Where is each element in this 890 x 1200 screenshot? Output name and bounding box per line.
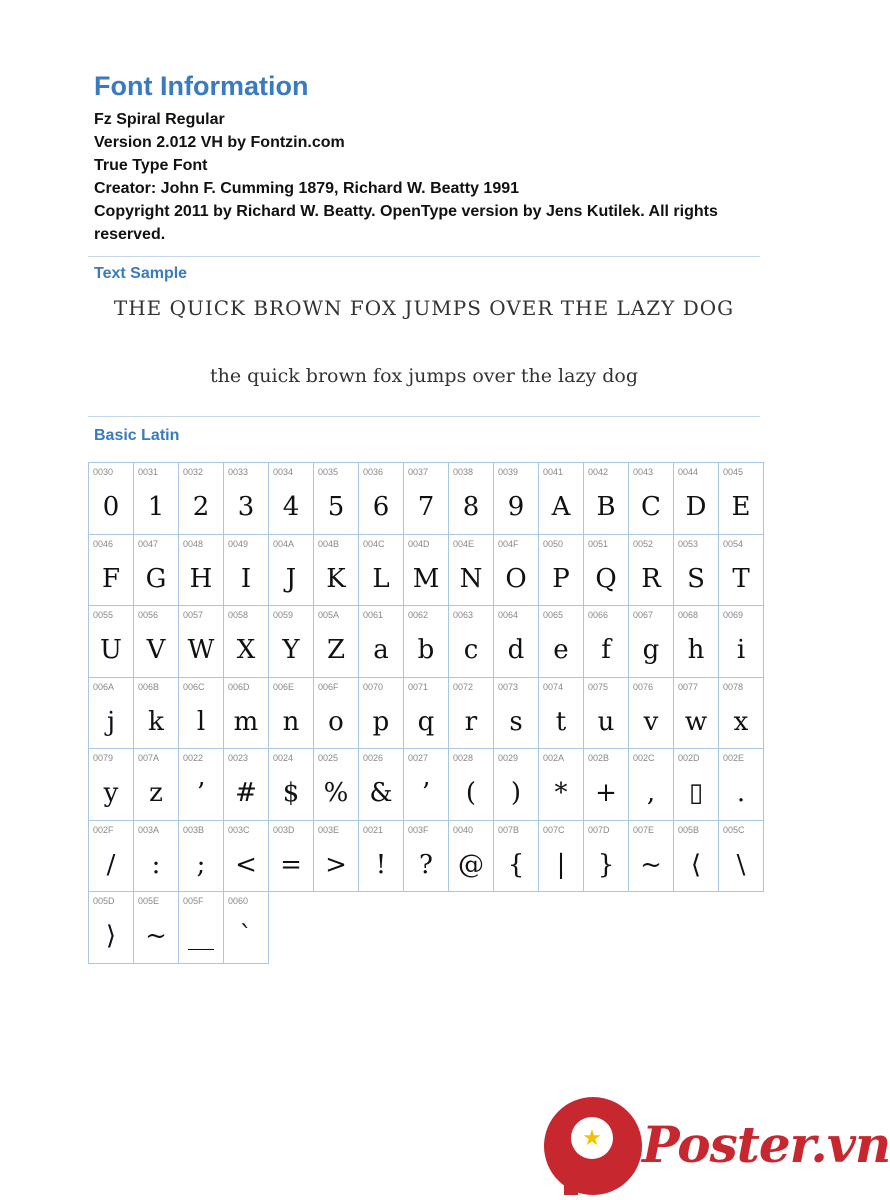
glyph-character: & xyxy=(369,778,393,808)
glyph-code: 004B xyxy=(318,538,340,549)
glyph-cell xyxy=(719,678,764,750)
glyph-character: X xyxy=(236,635,256,665)
glyph-code: 0032 xyxy=(183,467,204,477)
glyph-cell xyxy=(719,535,764,607)
glyph-code: 0059 xyxy=(273,610,294,620)
glyph-character: A xyxy=(551,492,571,522)
glyph-character: ~ xyxy=(145,921,167,951)
glyph-cell xyxy=(494,463,539,535)
glyph-character: q xyxy=(417,706,435,737)
glyph-cell xyxy=(629,463,674,535)
glyph-cell xyxy=(179,463,224,535)
font-information xyxy=(94,70,784,246)
glyph-cell xyxy=(224,606,269,678)
glyph-character: + xyxy=(595,778,617,808)
glyph-code: 002D xyxy=(678,753,700,763)
glyph-code: 006E xyxy=(273,681,295,692)
glyph-character: 6 xyxy=(372,492,390,522)
glyph-code: 0029 xyxy=(498,753,519,763)
glyph-code: 0066 xyxy=(588,610,609,620)
glyph-cell xyxy=(539,678,584,750)
glyph-code: 0077 xyxy=(678,681,699,692)
glyph-code: 0064 xyxy=(498,610,519,620)
glyph-cell xyxy=(224,892,269,964)
glyph-cell xyxy=(269,678,314,750)
glyph-code: 0062 xyxy=(408,610,429,620)
glyph-cell xyxy=(89,749,134,821)
glyph-cell xyxy=(89,678,134,750)
glyph-cell xyxy=(224,821,269,893)
glyph-character: k xyxy=(148,706,164,737)
glyph-character: V xyxy=(146,635,166,665)
glyph-cell xyxy=(134,463,179,535)
glyph-character: ! xyxy=(375,849,387,880)
glyph-code: 0052 xyxy=(633,538,654,549)
glyph-character: n xyxy=(282,706,300,737)
glyph-character: ; xyxy=(196,849,206,880)
glyph-character: d xyxy=(507,635,525,665)
glyph-character: # xyxy=(235,778,257,808)
glyph-cell xyxy=(449,749,494,821)
glyph-cell xyxy=(179,606,224,678)
glyph-code: 0067 xyxy=(633,610,654,620)
glyph-cell xyxy=(674,749,719,821)
glyph-character: ~ xyxy=(640,849,662,880)
glyph-code: 0049 xyxy=(228,538,249,549)
glyph-character: D xyxy=(685,492,707,522)
glyph-cell xyxy=(449,606,494,678)
glyph-character: c xyxy=(463,635,479,665)
glyph-cell xyxy=(314,463,359,535)
glyph-code: 0065 xyxy=(543,610,564,620)
glyph-character: H xyxy=(189,563,213,594)
glyph-character: J xyxy=(285,563,297,594)
glyph-code: 0039 xyxy=(498,467,519,477)
glyph-cell xyxy=(449,678,494,750)
glyph-character: __ xyxy=(188,921,214,951)
glyph-code: 0068 xyxy=(678,610,699,620)
glyph-cell xyxy=(134,678,179,750)
text-sample-title: Text Sample xyxy=(94,265,188,282)
glyph-character: E xyxy=(731,492,751,522)
glyph-character: | xyxy=(556,849,566,880)
glyph-character: 1 xyxy=(147,492,165,522)
glyph-character: U xyxy=(100,635,122,665)
glyph-cell xyxy=(89,892,134,964)
glyph-code: 0024 xyxy=(273,753,294,763)
glyph-cell xyxy=(539,606,584,678)
glyph-code: 0060 xyxy=(228,896,249,906)
glyph-character: N xyxy=(459,563,483,594)
glyph-character: C xyxy=(641,492,661,522)
glyph-code: 0033 xyxy=(228,467,249,477)
font-name: Fz Spiral Regular xyxy=(94,111,225,128)
glyph-code: 0036 xyxy=(363,467,384,477)
glyph-character: z xyxy=(149,778,163,808)
glyph-code: 0079 xyxy=(93,753,114,763)
glyph-code: 0069 xyxy=(723,610,744,620)
glyph-cell xyxy=(674,678,719,750)
glyph-character: x xyxy=(733,706,749,737)
glyph-character: ( xyxy=(465,778,477,808)
glyph-character: v xyxy=(643,706,659,737)
glyph-cell xyxy=(359,463,404,535)
glyph-character: W xyxy=(187,635,215,665)
glyph-character: g xyxy=(642,635,660,665)
glyph-cell xyxy=(314,749,359,821)
star-icon: ★ xyxy=(582,1125,602,1150)
logo-brand-text: Poster.vn xyxy=(642,1115,890,1174)
glyph-cell xyxy=(269,606,314,678)
glyph-character: B xyxy=(596,492,616,522)
glyph-cell xyxy=(629,606,674,678)
glyph-code: 006B xyxy=(138,681,160,692)
glyph-cell xyxy=(584,535,629,607)
glyph-cell xyxy=(179,535,224,607)
glyph-code: 002E xyxy=(723,753,745,763)
glyph-cell xyxy=(629,749,674,821)
glyph-cell xyxy=(449,821,494,893)
glyph-cell xyxy=(89,606,134,678)
glyph-code: 007B xyxy=(498,824,520,835)
glyph-code: 0071 xyxy=(408,681,429,692)
glyph-character: w xyxy=(684,706,708,737)
glyph-code: 0078 xyxy=(723,681,744,692)
glyph-code: 0043 xyxy=(633,467,654,477)
glyph-character: * xyxy=(554,778,568,808)
glyph-code: 0021 xyxy=(363,824,384,835)
glyph-code: 004D xyxy=(408,538,430,549)
glyph-character: , xyxy=(646,778,656,808)
glyph-code: 0023 xyxy=(228,753,249,763)
glyph-code: 002F xyxy=(93,824,114,835)
glyph-cell xyxy=(89,463,134,535)
glyph-code: 005B xyxy=(678,824,700,835)
glyph-code: 0056 xyxy=(138,610,159,620)
glyph-character: / xyxy=(106,849,116,880)
glyph-code: 004E xyxy=(453,538,475,549)
glyph-code: 007D xyxy=(588,824,610,835)
glyph-code: 003A xyxy=(138,824,160,835)
glyph-character: l xyxy=(196,706,206,737)
glyph-cell xyxy=(89,535,134,607)
glyph-code: 003F xyxy=(408,824,429,835)
glyph-code: 003D xyxy=(273,824,295,835)
glyph-cell xyxy=(719,821,764,893)
glyph-cell xyxy=(449,535,494,607)
glyph-cell xyxy=(584,749,629,821)
glyph-cell xyxy=(494,749,539,821)
glyph-code: 005F xyxy=(183,896,204,906)
glyph-code: 0057 xyxy=(183,610,204,620)
glyph-code: 003E xyxy=(318,824,340,835)
glyph-character: r xyxy=(464,706,478,737)
glyph-character: T xyxy=(732,563,750,594)
glyph-character: Z xyxy=(326,635,346,665)
glyph-character: R xyxy=(641,563,661,594)
glyph-character: ’ xyxy=(421,778,431,808)
glyph-cell xyxy=(539,821,584,893)
glyph-cell xyxy=(539,535,584,607)
glyph-code: 0047 xyxy=(138,538,159,549)
glyph-cell xyxy=(314,678,359,750)
glyph-cell xyxy=(359,606,404,678)
glyph-cell xyxy=(224,463,269,535)
glyph-code: 0045 xyxy=(723,467,744,477)
glyph-character: 5 xyxy=(327,492,345,522)
glyph-cell xyxy=(719,463,764,535)
glyph-character: G xyxy=(145,563,167,594)
glyph-character: Y xyxy=(282,635,300,665)
glyph-code: 006A xyxy=(93,681,115,692)
glyph-cell xyxy=(314,535,359,607)
glyph-code: 007E xyxy=(633,824,655,835)
glyph-code: 0061 xyxy=(363,610,384,620)
glyph-grid xyxy=(88,462,764,964)
page-title: Font Information xyxy=(94,71,309,101)
glyph-character: \ xyxy=(736,849,746,880)
glyph-character: Q xyxy=(595,563,617,594)
glyph-code: 0027 xyxy=(408,753,429,763)
divider xyxy=(88,256,760,257)
glyph-cell xyxy=(404,535,449,607)
glyph-character: p xyxy=(372,706,390,737)
glyph-character: $ xyxy=(282,778,300,808)
glyph-character: 3 xyxy=(237,492,255,522)
glyph-character: ⟩ xyxy=(105,921,117,951)
glyph-character: . xyxy=(736,778,746,808)
glyph-cell xyxy=(629,821,674,893)
glyph-cell xyxy=(179,821,224,893)
glyph-code: 006C xyxy=(183,681,205,692)
glyph-character: t xyxy=(555,706,567,737)
glyph-cell xyxy=(314,606,359,678)
glyph-cell xyxy=(179,678,224,750)
glyph-code: 0051 xyxy=(588,538,609,549)
glyph-character: P xyxy=(552,563,570,594)
glyph-character: F xyxy=(101,563,121,594)
glyph-cell xyxy=(134,535,179,607)
glyph-cell xyxy=(674,463,719,535)
glyph-cell xyxy=(134,821,179,893)
glyph-cell xyxy=(359,821,404,893)
font-copyright: Copyright 2011 by Richard W. Beatty. OpenType version by Jens Kutilek. All rights reserved. xyxy=(94,203,718,243)
glyph-code: 002A xyxy=(543,753,565,763)
glyph-cell xyxy=(539,463,584,535)
glyph-cell xyxy=(359,535,404,607)
glyph-cell xyxy=(404,463,449,535)
glyph-code: 0034 xyxy=(273,467,294,477)
glyph-character: ▯ xyxy=(688,778,704,808)
glyph-character: b xyxy=(417,635,435,665)
glyph-code: 0044 xyxy=(678,467,699,477)
glyph-code: 0074 xyxy=(543,681,564,692)
glyph-code: 0040 xyxy=(453,824,474,835)
glyph-cell xyxy=(89,821,134,893)
glyph-character: % xyxy=(323,778,349,808)
basic-latin-title: Basic Latin xyxy=(94,427,180,444)
glyph-character: e xyxy=(553,635,569,665)
glyph-code: 0050 xyxy=(543,538,564,549)
glyph-code: 0041 xyxy=(543,467,564,477)
glyph-character: 7 xyxy=(417,492,435,522)
glyph-cell xyxy=(404,678,449,750)
glyph-cell xyxy=(269,749,314,821)
glyph-character: f xyxy=(601,635,611,665)
glyph-cell xyxy=(404,821,449,893)
glyph-character: < xyxy=(235,849,257,880)
glyph-character: 0 xyxy=(102,492,120,522)
glyph-cell xyxy=(404,749,449,821)
glyph-cell xyxy=(134,892,179,964)
glyph-code: 0048 xyxy=(183,538,204,549)
glyph-character: L xyxy=(372,563,390,594)
glyph-character: 8 xyxy=(462,492,480,522)
glyph-code: 0073 xyxy=(498,681,519,692)
glyph-character: 9 xyxy=(507,492,525,522)
glyph-code: 0038 xyxy=(453,467,474,477)
glyph-code: 0026 xyxy=(363,753,384,763)
glyph-character: M xyxy=(412,563,440,594)
glyph-cell xyxy=(359,749,404,821)
glyph-character: ⟨ xyxy=(690,849,702,880)
glyph-code: 006D xyxy=(228,681,250,692)
glyph-code: 0075 xyxy=(588,681,609,692)
glyph-code: 0076 xyxy=(633,681,654,692)
glyph-cell xyxy=(494,821,539,893)
glyph-cell xyxy=(179,892,224,964)
glyph-code: 0070 xyxy=(363,681,384,692)
glyph-code: 007A xyxy=(138,753,160,763)
glyph-code: 004C xyxy=(363,538,385,549)
glyph-code: 0053 xyxy=(678,538,699,549)
glyph-code: 0037 xyxy=(408,467,429,477)
glyph-cell xyxy=(269,463,314,535)
glyph-cell xyxy=(449,463,494,535)
glyph-character: u xyxy=(597,706,615,737)
glyph-cell xyxy=(314,821,359,893)
glyph-cell xyxy=(494,535,539,607)
glyph-cell xyxy=(404,606,449,678)
font-version: Version 2.012 VH by Fontzin.com xyxy=(94,134,345,151)
glyph-character: h xyxy=(687,635,705,665)
glyph-cell xyxy=(494,678,539,750)
glyph-code: 0058 xyxy=(228,610,249,620)
glyph-cell xyxy=(674,821,719,893)
glyph-code: 0042 xyxy=(588,467,609,477)
glyph-code: 0030 xyxy=(93,467,114,477)
glyph-character: 2 xyxy=(192,492,210,522)
glyph-character: @ xyxy=(458,849,484,880)
glyph-character: m xyxy=(233,706,259,737)
glyph-character: = xyxy=(280,849,302,880)
glyph-cell xyxy=(134,749,179,821)
glyph-cell xyxy=(584,463,629,535)
glyph-code: 002B xyxy=(588,753,610,763)
glyph-cell xyxy=(674,535,719,607)
glyph-cell xyxy=(224,749,269,821)
glyph-code: 005E xyxy=(138,896,160,906)
glyph-code: 0022 xyxy=(183,753,204,763)
glyph-code: 005A xyxy=(318,610,340,620)
glyph-character: I xyxy=(240,563,252,594)
glyph-character: : xyxy=(151,849,161,880)
glyph-cell xyxy=(629,678,674,750)
glyph-cell xyxy=(584,821,629,893)
font-creator: Creator: John F. Cumming 1879, Richard W. Beatty 1991 xyxy=(94,180,520,197)
glyph-code: 0025 xyxy=(318,753,339,763)
glyph-cell xyxy=(359,678,404,750)
glyph-character: ? xyxy=(419,849,433,880)
glyph-cell xyxy=(134,606,179,678)
glyph-cell xyxy=(224,535,269,607)
glyph-code: 003B xyxy=(183,824,205,835)
glyph-character: K xyxy=(326,563,346,594)
text-sample-lowercase: the quick brown fox jumps over the lazy dog xyxy=(209,365,639,387)
glyph-code: 0054 xyxy=(723,538,744,549)
poster-vn-watermark xyxy=(544,1095,890,1200)
glyph-cell xyxy=(584,606,629,678)
glyph-code: 004F xyxy=(498,538,519,549)
glyph-character: a xyxy=(373,635,389,665)
glyph-code: 007C xyxy=(543,824,565,835)
glyph-code: 0031 xyxy=(138,467,159,477)
text-sample-uppercase: THE QUICK BROWN FOX JUMPS OVER THE LAZY DOG xyxy=(113,296,735,320)
glyph-code: 006F xyxy=(318,681,339,692)
glyph-code: 005D xyxy=(93,896,115,906)
glyph-character: i xyxy=(736,635,746,665)
glyph-character: } xyxy=(597,849,615,880)
glyph-code: 0072 xyxy=(453,681,474,692)
glyph-cell xyxy=(539,749,584,821)
glyph-code: 0035 xyxy=(318,467,339,477)
glyph-character: ’ xyxy=(196,778,206,808)
glyph-character: > xyxy=(325,849,347,880)
glyph-cell xyxy=(179,749,224,821)
divider xyxy=(88,416,760,417)
glyph-code: 0028 xyxy=(453,753,474,763)
glyph-cell xyxy=(494,606,539,678)
glyph-code: 004A xyxy=(273,538,295,549)
glyph-code: 002C xyxy=(633,753,655,763)
glyph-code: 0063 xyxy=(453,610,474,620)
glyph-code: 0055 xyxy=(93,610,114,620)
glyph-cell xyxy=(674,606,719,678)
glyph-character: S xyxy=(687,563,705,594)
glyph-character: j xyxy=(106,706,116,737)
glyph-cell xyxy=(269,821,314,893)
glyph-character: 4 xyxy=(282,492,300,522)
glyph-character: ) xyxy=(510,778,522,808)
glyph-code: 003C xyxy=(228,824,250,835)
glyph-character: O xyxy=(505,563,527,594)
glyph-character: y xyxy=(103,778,119,808)
glyph-cell xyxy=(584,678,629,750)
glyph-cell xyxy=(269,535,314,607)
glyph-character: o xyxy=(328,706,344,737)
font-type: True Type Font xyxy=(94,157,208,174)
glyph-character: ` xyxy=(239,921,253,951)
glyph-character: { xyxy=(507,849,525,880)
glyph-cell xyxy=(719,749,764,821)
glyph-code: 0046 xyxy=(93,538,114,549)
glyph-character: s xyxy=(509,706,523,737)
glyph-cell xyxy=(719,606,764,678)
glyph-code: 005C xyxy=(723,824,745,835)
glyph-cell xyxy=(629,535,674,607)
glyph-cell xyxy=(224,678,269,750)
